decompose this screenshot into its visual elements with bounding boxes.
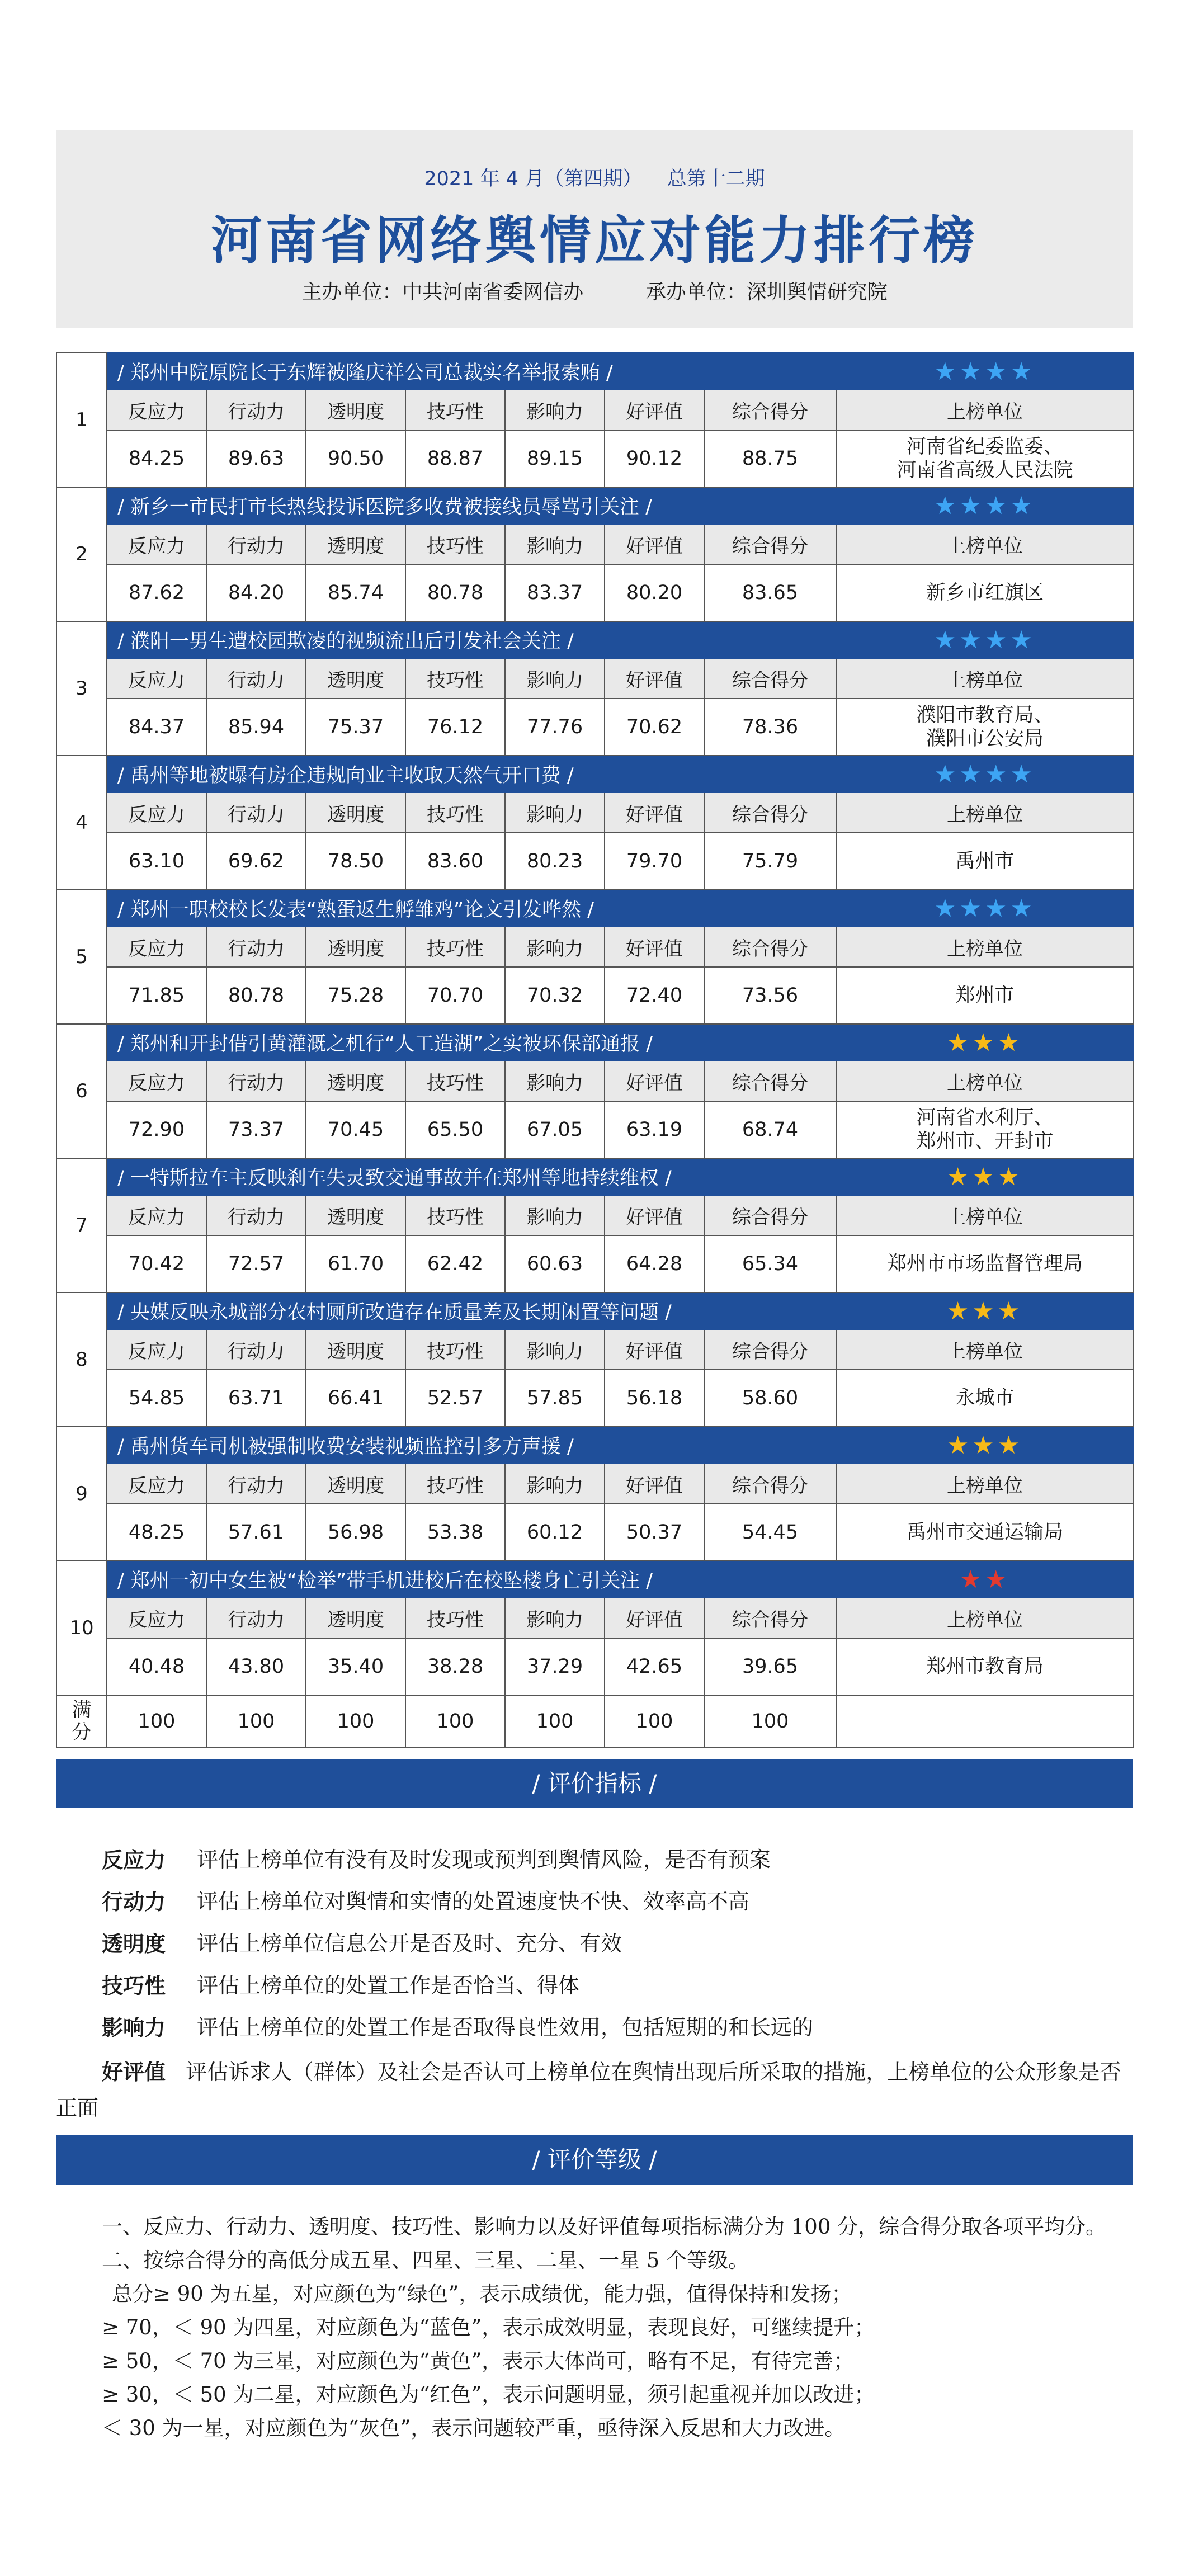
full-score-empty <box>836 1695 1134 1748</box>
score-row <box>56 430 1134 487</box>
column-header: 技巧性 <box>405 792 505 833</box>
column-header: 技巧性 <box>405 524 505 564</box>
indicator-desc: 评估上榜单位的处置工作是否恰当、得体 <box>197 1973 580 1998</box>
listed-unit-line: 郑州市、开封市 <box>916 1130 1054 1153</box>
column-header: 行动力 <box>206 390 306 430</box>
score-cell: 72.40 <box>605 967 704 1024</box>
score-cell: 75.28 <box>306 967 405 1024</box>
column-header: 综合得分 <box>704 792 836 833</box>
indicators-list <box>56 1839 1133 2126</box>
score-cell: 85.74 <box>306 564 405 621</box>
column-header: 综合得分 <box>704 927 836 967</box>
score-cell: 78.50 <box>306 833 405 890</box>
column-header: 影响力 <box>505 1195 605 1235</box>
score-cell: 70.62 <box>605 699 704 756</box>
column-header: 好评值 <box>605 1598 704 1638</box>
column-header: 技巧性 <box>405 1598 505 1638</box>
score-cell: 56.98 <box>306 1504 405 1561</box>
score-cell: 63.71 <box>206 1370 306 1427</box>
column-header: 技巧性 <box>405 1464 505 1504</box>
case-title-row <box>56 487 1134 524</box>
case-title-row <box>56 353 1134 390</box>
listed-unit <box>836 967 1134 1024</box>
indicator-name: 行动力 <box>102 1889 166 1914</box>
score-cell: 89.63 <box>206 430 306 487</box>
score-cell: 88.75 <box>704 430 836 487</box>
score-cell: 90.12 <box>605 430 704 487</box>
case-title-row <box>56 1158 1134 1195</box>
listed-unit-line: 濮阳市教育局、 <box>916 704 1054 726</box>
rank-number: 5 <box>56 890 107 1024</box>
column-header-row <box>56 524 1134 564</box>
score-cell: 80.20 <box>605 564 704 621</box>
indicator-name: 透明度 <box>102 1931 166 1956</box>
indicator-name: 反应力 <box>102 1847 166 1872</box>
score-cell: 70.32 <box>505 967 605 1024</box>
score-cell: 75.79 <box>704 833 836 890</box>
case-title-row <box>56 1024 1134 1061</box>
indicator-item <box>56 1965 1133 2007</box>
rank-number: 1 <box>56 353 107 487</box>
score-cell: 75.37 <box>306 699 405 756</box>
column-header: 上榜单位 <box>836 1195 1134 1235</box>
score-cell: 70.42 <box>107 1235 206 1292</box>
column-header-row <box>56 1598 1134 1638</box>
score-cell: 80.78 <box>405 564 505 621</box>
score-row <box>56 1101 1134 1158</box>
co-organizer: 承办单位：深圳舆情研究院 <box>645 281 888 304</box>
rank-number: 8 <box>56 1292 107 1427</box>
column-header: 技巧性 <box>405 1061 505 1101</box>
case-title: / 禹州等地被曝有房企违规向业主收取天然气开口费 / <box>107 756 836 792</box>
column-header: 行动力 <box>206 927 306 967</box>
score-cell: 83.65 <box>704 564 836 621</box>
column-header: 综合得分 <box>704 1061 836 1101</box>
column-header: 影响力 <box>505 1598 605 1638</box>
column-header: 透明度 <box>306 524 405 564</box>
full-score-cell: 100 <box>107 1695 206 1748</box>
page-title: 河南省网络舆情应对能力排行榜 <box>210 211 978 271</box>
score-cell: 63.19 <box>605 1101 704 1158</box>
rank-number: 7 <box>56 1158 107 1292</box>
full-score-cell: 100 <box>704 1695 836 1748</box>
column-header: 上榜单位 <box>836 1464 1134 1504</box>
listed-unit-line: 濮阳市公安局 <box>926 728 1044 750</box>
rank-number: 3 <box>56 621 107 756</box>
column-header: 好评值 <box>605 390 704 430</box>
grade-line: ≥ 30，＜ 50 为二星，对应颜色为“红色”，表示问题明显，须引起重视并加以改进； <box>102 2382 875 2407</box>
score-cell: 52.57 <box>405 1370 505 1427</box>
score-cell: 73.56 <box>704 967 836 1024</box>
listed-unit-line: 郑州市市场监督管理局 <box>886 1253 1083 1275</box>
listed-unit-line: 河南省水利厅、 <box>916 1107 1054 1129</box>
score-row <box>56 833 1134 890</box>
case-title-row <box>56 1561 1134 1598</box>
score-cell: 80.23 <box>505 833 605 890</box>
column-header: 影响力 <box>505 1329 605 1370</box>
score-cell: 83.37 <box>505 564 605 621</box>
star-rating-icon: ★★ <box>836 1561 1134 1598</box>
score-cell: 89.15 <box>505 430 605 487</box>
column-header: 好评值 <box>605 524 704 564</box>
column-header: 行动力 <box>206 1329 306 1370</box>
column-header: 反应力 <box>107 1598 206 1638</box>
column-header: 透明度 <box>306 1061 405 1101</box>
indicator-desc: 评估诉求人（群体）及社会是否认可上榜单位在舆情出现后所采取的措施，上榜单位的公众形象是否正面 <box>56 2060 1121 2120</box>
case-title: / 郑州和开封借引黄灌溉之机行“人工造湖”之实被环保部通报 / <box>107 1024 836 1061</box>
indicator-desc: 评估上榜单位有没有及时发现或预判到舆情风险，是否有预案 <box>197 1847 771 1872</box>
score-cell: 60.12 <box>505 1504 605 1561</box>
column-header: 上榜单位 <box>836 1061 1134 1101</box>
full-score-cell: 100 <box>505 1695 605 1748</box>
grade-line: 一、反应力、行动力、透明度、技巧性、影响力以及好评值每项指标满分为 100 分，综合得分取各项平均分。 <box>102 2215 1107 2239</box>
listed-unit <box>836 564 1134 621</box>
rank-number: 2 <box>56 487 107 621</box>
grade-line: ≥ 50，＜ 70 为三星，对应颜色为“黄色”，表示大体尚可，略有不足，有待完善； <box>102 2349 855 2373</box>
score-cell: 72.90 <box>107 1101 206 1158</box>
column-header: 技巧性 <box>405 1329 505 1370</box>
score-cell: 73.37 <box>206 1101 306 1158</box>
score-row <box>56 967 1134 1024</box>
column-header: 好评值 <box>605 792 704 833</box>
column-header: 反应力 <box>107 792 206 833</box>
column-header: 上榜单位 <box>836 1329 1134 1370</box>
column-header: 综合得分 <box>704 390 836 430</box>
score-cell: 42.65 <box>605 1638 704 1695</box>
star-rating-icon: ★★★ <box>836 1427 1134 1464</box>
listed-unit-line: 永城市 <box>955 1387 1015 1409</box>
column-header: 影响力 <box>505 927 605 967</box>
column-header: 上榜单位 <box>836 792 1134 833</box>
column-header: 上榜单位 <box>836 390 1134 430</box>
score-cell: 60.63 <box>505 1235 605 1292</box>
column-header: 反应力 <box>107 1329 206 1370</box>
star-rating-icon: ★★★ <box>836 1024 1134 1061</box>
case-title-row <box>56 756 1134 792</box>
column-header: 上榜单位 <box>836 524 1134 564</box>
score-cell: 80.78 <box>206 967 306 1024</box>
score-cell: 58.60 <box>704 1370 836 1427</box>
listed-unit <box>836 430 1134 487</box>
column-header: 好评值 <box>605 1329 704 1370</box>
score-cell: 70.70 <box>405 967 505 1024</box>
full-score-row <box>56 1695 1134 1748</box>
column-header: 影响力 <box>505 1464 605 1504</box>
column-header-row <box>56 1061 1134 1101</box>
case-title: / 郑州一职校校长发表“熟蛋返生孵雏鸡”论文引发哗然 / <box>107 890 836 927</box>
listed-unit-line: 禹州市交通运输局 <box>906 1521 1063 1544</box>
star-rating-icon: ★★★★ <box>836 487 1134 524</box>
score-cell: 61.70 <box>306 1235 405 1292</box>
column-header: 影响力 <box>505 524 605 564</box>
listed-unit-line: 郑州市 <box>955 984 1015 1007</box>
score-cell: 84.20 <box>206 564 306 621</box>
full-score-label: 满分 <box>56 1695 107 1748</box>
column-header: 影响力 <box>505 1061 605 1101</box>
star-rating-icon: ★★★ <box>836 1158 1134 1195</box>
indicator-item <box>56 1923 1133 1965</box>
column-header-row <box>56 927 1134 967</box>
sponsors-line <box>56 276 1133 305</box>
column-header: 反应力 <box>107 1061 206 1101</box>
grade-line: ＜ 30 为一星，对应颜色为“灰色”，表示问题较严重，亟待深入反思和大力改进。 <box>102 2416 846 2440</box>
score-cell: 38.28 <box>405 1638 505 1695</box>
case-title-row <box>56 890 1134 927</box>
score-row <box>56 564 1134 621</box>
indicator-desc: 评估上榜单位信息公开是否及时、充分、有效 <box>197 1931 622 1956</box>
star-rating-icon: ★★★★ <box>836 890 1134 927</box>
column-header: 透明度 <box>306 1195 405 1235</box>
column-header: 好评值 <box>605 927 704 967</box>
listed-unit <box>836 699 1134 756</box>
column-header: 好评值 <box>605 1464 704 1504</box>
score-cell: 79.70 <box>605 833 704 890</box>
score-cell: 70.45 <box>306 1101 405 1158</box>
column-header: 透明度 <box>306 1329 405 1370</box>
score-cell: 78.36 <box>704 699 836 756</box>
column-header: 上榜单位 <box>836 927 1134 967</box>
star-rating-icon: ★★★ <box>836 1292 1134 1329</box>
column-header: 技巧性 <box>405 927 505 967</box>
organizer: 主办单位：中共河南省委网信办 <box>301 281 584 304</box>
score-cell: 54.45 <box>704 1504 836 1561</box>
case-title: / 禹州货车司机被强制收费安装视频监控引多方声援 / <box>107 1427 836 1464</box>
star-rating-icon: ★★★★ <box>836 353 1134 390</box>
score-cell: 56.18 <box>605 1370 704 1427</box>
column-header: 反应力 <box>107 390 206 430</box>
column-header: 行动力 <box>206 1598 306 1638</box>
score-cell: 84.37 <box>107 699 206 756</box>
column-header-row <box>56 792 1134 833</box>
column-header: 行动力 <box>206 524 306 564</box>
full-score-cell: 100 <box>306 1695 405 1748</box>
column-header: 好评值 <box>605 658 704 699</box>
listed-unit-line: 新乡市红旗区 <box>926 582 1044 604</box>
score-row <box>56 1638 1134 1695</box>
issue-line: 2021 年 4 月（第四期） 总第十二期 <box>424 168 765 190</box>
score-cell: 57.61 <box>206 1504 306 1561</box>
score-cell: 35.40 <box>306 1638 405 1695</box>
column-header: 影响力 <box>505 792 605 833</box>
column-header-row <box>56 390 1134 430</box>
indicator-item <box>56 2007 1133 2049</box>
star-rating-icon: ★★★★ <box>836 621 1134 658</box>
column-header: 反应力 <box>107 1464 206 1504</box>
rank-number: 4 <box>56 756 107 890</box>
listed-unit <box>836 833 1134 890</box>
column-header: 好评值 <box>605 1195 704 1235</box>
score-cell: 71.85 <box>107 967 206 1024</box>
column-header: 上榜单位 <box>836 1598 1134 1638</box>
score-cell: 37.29 <box>505 1638 605 1695</box>
column-header-row <box>56 658 1134 699</box>
column-header: 行动力 <box>206 1195 306 1235</box>
star-rating-icon: ★★★★ <box>836 756 1134 792</box>
case-title-row <box>56 1292 1134 1329</box>
case-title: / 新乡一市民打市长热线投诉医院多收费被接线员辱骂引关注 / <box>107 487 836 524</box>
column-header: 好评值 <box>605 1061 704 1101</box>
grades-section-bar: / 评价等级 / <box>56 2135 1133 2185</box>
score-cell: 54.85 <box>107 1370 206 1427</box>
score-row <box>56 1504 1134 1561</box>
listed-unit <box>836 1101 1134 1158</box>
score-cell: 43.80 <box>206 1638 306 1695</box>
case-title: / 郑州中院原院长于东辉被隆庆祥公司总裁实名举报索贿 / <box>107 353 836 390</box>
score-cell: 39.65 <box>704 1638 836 1695</box>
column-header: 综合得分 <box>704 1598 836 1638</box>
score-cell: 66.41 <box>306 1370 405 1427</box>
score-cell: 63.10 <box>107 833 206 890</box>
column-header: 综合得分 <box>704 1464 836 1504</box>
grade-line: ≥ 70，＜ 90 为四星，对应颜色为“蓝色”，表示成效明显，表现良好，可继续提升； <box>102 2315 875 2339</box>
indicator-item <box>56 1881 1133 1923</box>
score-cell: 62.42 <box>405 1235 505 1292</box>
column-header: 综合得分 <box>704 524 836 564</box>
indicator-desc: 评估上榜单位对舆情和实情的处置速度快不快、效率高不高 <box>197 1889 750 1914</box>
score-cell: 67.05 <box>505 1101 605 1158</box>
score-row <box>56 699 1134 756</box>
column-header: 透明度 <box>306 658 405 699</box>
score-cell: 64.28 <box>605 1235 704 1292</box>
score-row <box>56 1370 1134 1427</box>
score-cell: 87.62 <box>107 564 206 621</box>
grade-line: 总分≥ 90 为五星，对应颜色为“绿色”，表示成绩优，能力强，值得保持和发扬； <box>112 2282 852 2306</box>
score-cell: 65.34 <box>704 1235 836 1292</box>
column-header: 综合得分 <box>704 658 836 699</box>
score-cell: 90.50 <box>306 430 405 487</box>
rank-number: 9 <box>56 1427 107 1561</box>
score-cell: 48.25 <box>107 1504 206 1561</box>
column-header: 技巧性 <box>405 1195 505 1235</box>
column-header: 行动力 <box>206 792 306 833</box>
column-header-row <box>56 1195 1134 1235</box>
column-header: 技巧性 <box>405 390 505 430</box>
indicator-item <box>56 1839 1133 1881</box>
listed-unit-line: 河南省高级人民法院 <box>897 459 1073 482</box>
column-header: 透明度 <box>306 927 405 967</box>
score-cell: 50.37 <box>605 1504 704 1561</box>
column-header: 综合得分 <box>704 1195 836 1235</box>
listed-unit-line: 禹州市 <box>955 850 1015 872</box>
ranking-table <box>56 352 1134 1748</box>
header-box <box>56 130 1133 328</box>
score-cell: 84.25 <box>107 430 206 487</box>
score-cell: 40.48 <box>107 1638 206 1695</box>
score-cell: 65.50 <box>405 1101 505 1158</box>
score-cell: 88.87 <box>405 430 505 487</box>
column-header: 影响力 <box>505 390 605 430</box>
column-header: 行动力 <box>206 1061 306 1101</box>
column-header: 技巧性 <box>405 658 505 699</box>
indicators-section-bar: / 评价指标 / <box>56 1759 1133 1808</box>
case-title-row <box>56 621 1134 658</box>
rank-number: 10 <box>56 1561 107 1695</box>
score-cell: 77.76 <box>505 699 605 756</box>
column-header: 行动力 <box>206 658 306 699</box>
column-header: 行动力 <box>206 1464 306 1504</box>
grades-text <box>56 2210 1133 2445</box>
column-header: 反应力 <box>107 658 206 699</box>
column-header: 反应力 <box>107 1195 206 1235</box>
column-header: 反应力 <box>107 524 206 564</box>
grade-line: 二、按综合得分的高低分成五星、四星、三星、二星、一星 5 个等级。 <box>102 2248 749 2272</box>
column-header-row <box>56 1329 1134 1370</box>
case-title: / 央媒反映永城部分农村厕所改造存在质量差及长期闲置等问题 / <box>107 1292 836 1329</box>
score-cell: 83.60 <box>405 833 505 890</box>
listed-unit <box>836 1235 1134 1292</box>
score-cell: 85.94 <box>206 699 306 756</box>
column-header-row <box>56 1464 1134 1504</box>
indicator-name: 好评值 <box>102 2059 166 2084</box>
full-score-cell: 100 <box>206 1695 306 1748</box>
indicator-desc: 评估上榜单位的处置工作是否取得良性效用，包括短期的和长远的 <box>197 2015 814 2040</box>
score-cell: 68.74 <box>704 1101 836 1158</box>
score-cell: 53.38 <box>405 1504 505 1561</box>
listed-unit-line: 河南省纪委监委、 <box>906 436 1063 458</box>
score-cell: 57.85 <box>505 1370 605 1427</box>
listed-unit <box>836 1504 1134 1561</box>
case-title: / 一特斯拉车主反映刹车失灵致交通事故并在郑州等地持续维权 / <box>107 1158 836 1195</box>
column-header: 综合得分 <box>704 1329 836 1370</box>
score-cell: 76.12 <box>405 699 505 756</box>
column-header: 透明度 <box>306 792 405 833</box>
full-score-cell: 100 <box>405 1695 505 1748</box>
column-header: 上榜单位 <box>836 658 1134 699</box>
column-header: 透明度 <box>306 1598 405 1638</box>
listed-unit <box>836 1638 1134 1695</box>
column-header: 影响力 <box>505 658 605 699</box>
rank-number: 6 <box>56 1024 107 1158</box>
column-header: 反应力 <box>107 927 206 967</box>
column-header: 透明度 <box>306 390 405 430</box>
score-row <box>56 1235 1134 1292</box>
column-header: 透明度 <box>306 1464 405 1504</box>
listed-unit <box>836 1370 1134 1427</box>
score-cell: 72.57 <box>206 1235 306 1292</box>
indicator-name: 影响力 <box>102 2015 166 2040</box>
score-cell: 69.62 <box>206 833 306 890</box>
indicator-item <box>56 2054 1133 2126</box>
full-score-cell: 100 <box>605 1695 704 1748</box>
case-title: / 濮阳一男生遭校园欺凌的视频流出后引发社会关注 / <box>107 621 836 658</box>
indicator-name: 技巧性 <box>102 1973 166 1998</box>
case-title-row <box>56 1427 1134 1464</box>
listed-unit-line: 郑州市教育局 <box>926 1655 1044 1678</box>
case-title: / 郑州一初中女生被“检举”带手机进校后在校坠楼身亡引关注 / <box>107 1561 836 1598</box>
